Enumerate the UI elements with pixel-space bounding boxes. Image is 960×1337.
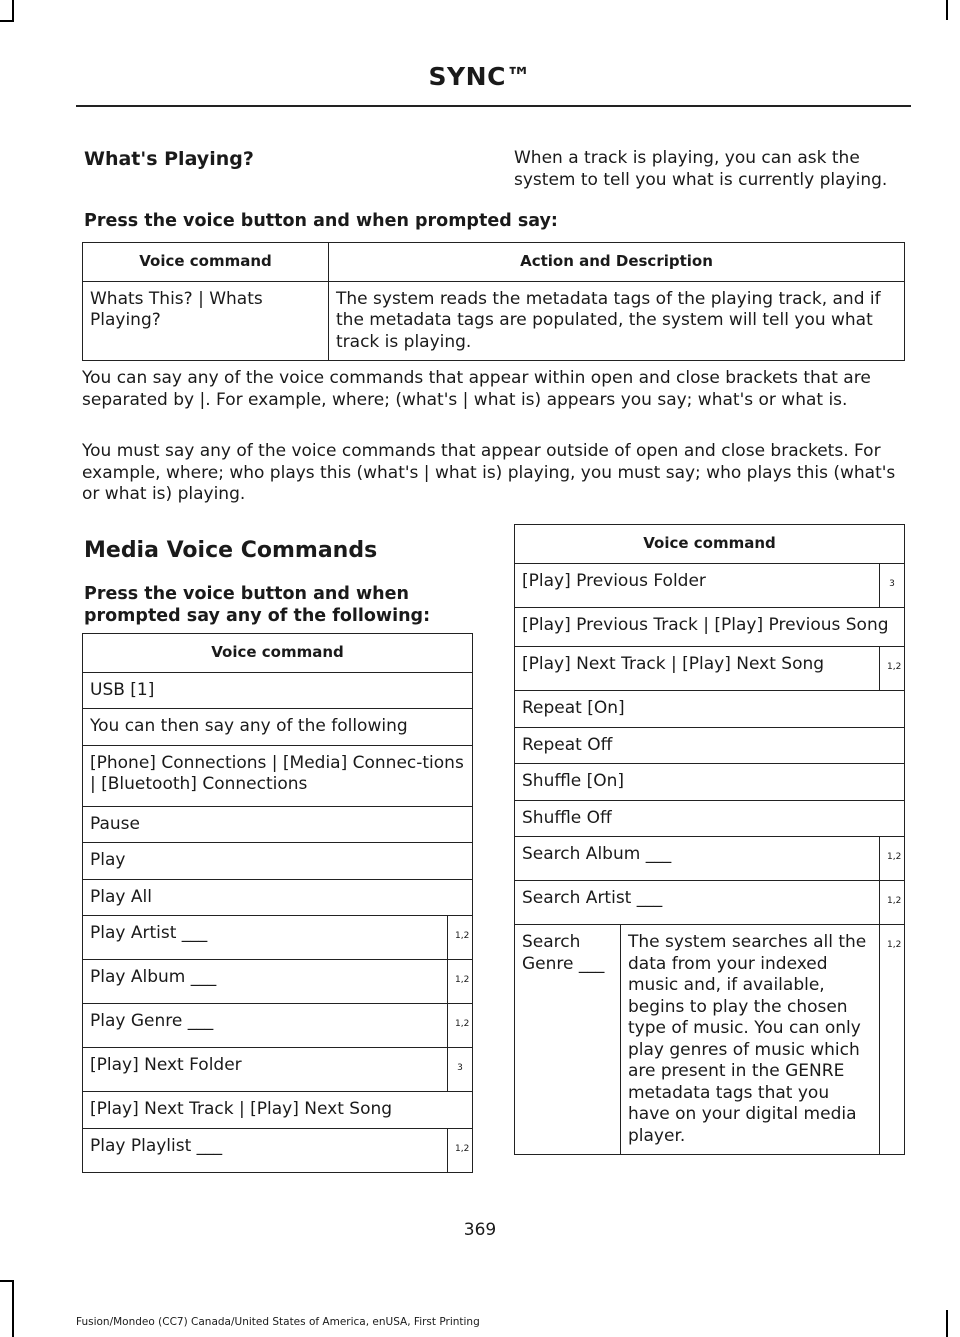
table-row [83,672,473,709]
outside-brackets-paragraph: You must say any of the voice commands that appear outside of open and close brackets. For example, where; who plays this (what's | what is) playing, you must say; who plays this (what's or what is) playing. [82,441,896,504]
crop-mark [0,1280,14,1282]
command-cell: Play Artist ___ [83,916,448,960]
table-row [515,607,905,647]
command-cell: Pause [83,806,473,843]
command-cell: USB [1] [83,672,473,709]
command-cell: [Play] Next Folder [83,1048,448,1092]
section-heading-whats-playing: What's Playing? [84,148,254,170]
command-cell: [Phone] Connections | [Media] Connec-tions | [Bluetooth] Connections [83,745,473,806]
crop-mark [946,1310,948,1337]
command-cell: Whats This? | Whats Playing? [83,281,329,361]
page-header-title: SYNC™ [428,62,532,91]
header-rule [76,105,911,107]
page-footer: Fusion/Mondeo (CC7) Canada/United States of America, enUSA, First Printing [76,1316,480,1328]
table-row [515,925,905,1155]
section-heading-media: Media Voice Commands [84,538,378,563]
table-row [515,837,905,881]
command-cell: Search Album ___ [515,837,880,881]
command-cell: [Play] Next Track | [Play] Next Song [515,647,880,691]
command-cell: [Play] Next Track | [Play] Next Song [83,1092,473,1129]
table-row [83,709,473,746]
crop-mark [946,0,948,20]
command-cell: You can then say any of the following [83,709,473,746]
footnote-ref: 1,2 [879,925,904,1155]
table-row [83,806,473,843]
command-cell: Play [83,843,473,880]
table-row [83,960,473,1004]
crop-mark [0,20,14,22]
description-cell: The system searches all the data from your indexed music and, if available, begins to play the chosen type of music. You can only play genres of music which are present in the GENRE metadata tags that you have on your digital media player. [621,925,880,1155]
footnote-ref: 1,2 [879,881,904,925]
footnote-ref: 1,2 [879,647,904,691]
footnote-ref: 1,2 [448,960,473,1004]
command-cell: Search Artist ___ [515,881,880,925]
table-row [83,879,473,916]
footnote-ref: 1,2 [879,837,904,881]
table-row [83,281,905,361]
table-row [83,1092,473,1129]
table-header-voice-command: Voice command [83,634,473,673]
table-header-voice-command: Voice command [83,243,329,282]
crop-mark [12,1280,14,1337]
footnote-ref: 1,2 [448,1128,473,1172]
description-cell: The system reads the metadata tags of the playing track, and if the metadata tags are populated, the system will tell you what track is playing. [329,281,905,361]
media-commands-table-right [514,524,905,1155]
table-row [515,647,905,691]
command-cell: Repeat [On] [515,691,905,728]
command-cell: Play Genre ___ [83,1004,448,1048]
intro-paragraph: When a track is playing, you can ask the system to tell you what is currently playing. [514,148,888,190]
table-row [515,881,905,925]
command-cell: Play Playlist ___ [83,1128,448,1172]
table-row [515,800,905,837]
command-cell: Play Album ___ [83,960,448,1004]
table-row [83,1048,473,1092]
table-header-action: Action and Description [329,243,905,282]
table-row [515,727,905,764]
command-cell: Search Genre ___ [515,925,621,1155]
table-row [83,843,473,880]
table-header-voice-command: Voice command [515,525,905,564]
footnote-ref: 1,2 [448,1004,473,1048]
brackets-paragraph: You can say any of the voice commands that appear within open and close brackets that are separated by |. For example, where; (what's | what is) appears you say; what's or what is. [82,368,871,410]
whats-playing-table [82,242,905,361]
table-row [83,745,473,806]
command-cell: Repeat Off [515,727,905,764]
page-number: 369 [463,1220,497,1240]
command-cell: Shuffle [On] [515,764,905,801]
media-prompt-heading: Press the voice button and when prompted say any of the following: [84,584,431,626]
table-row [515,764,905,801]
prompt-heading: Press the voice button and when prompted say: [84,211,558,231]
media-commands-table-left [82,633,473,1173]
footnote-ref: 3 [448,1048,473,1092]
command-cell: [Play] Previous Folder [515,563,880,607]
table-row [83,916,473,960]
table-row [83,1004,473,1048]
command-cell: Shuffle Off [515,800,905,837]
crop-mark [12,0,14,20]
table-row [515,691,905,728]
table-row [515,563,905,607]
command-cell: [Play] Previous Track | [Play] Previous Song [515,607,905,647]
footnote-ref: 1,2 [448,916,473,960]
table-row [83,1128,473,1172]
footnote-ref: 3 [879,563,904,607]
command-cell: Play All [83,879,473,916]
